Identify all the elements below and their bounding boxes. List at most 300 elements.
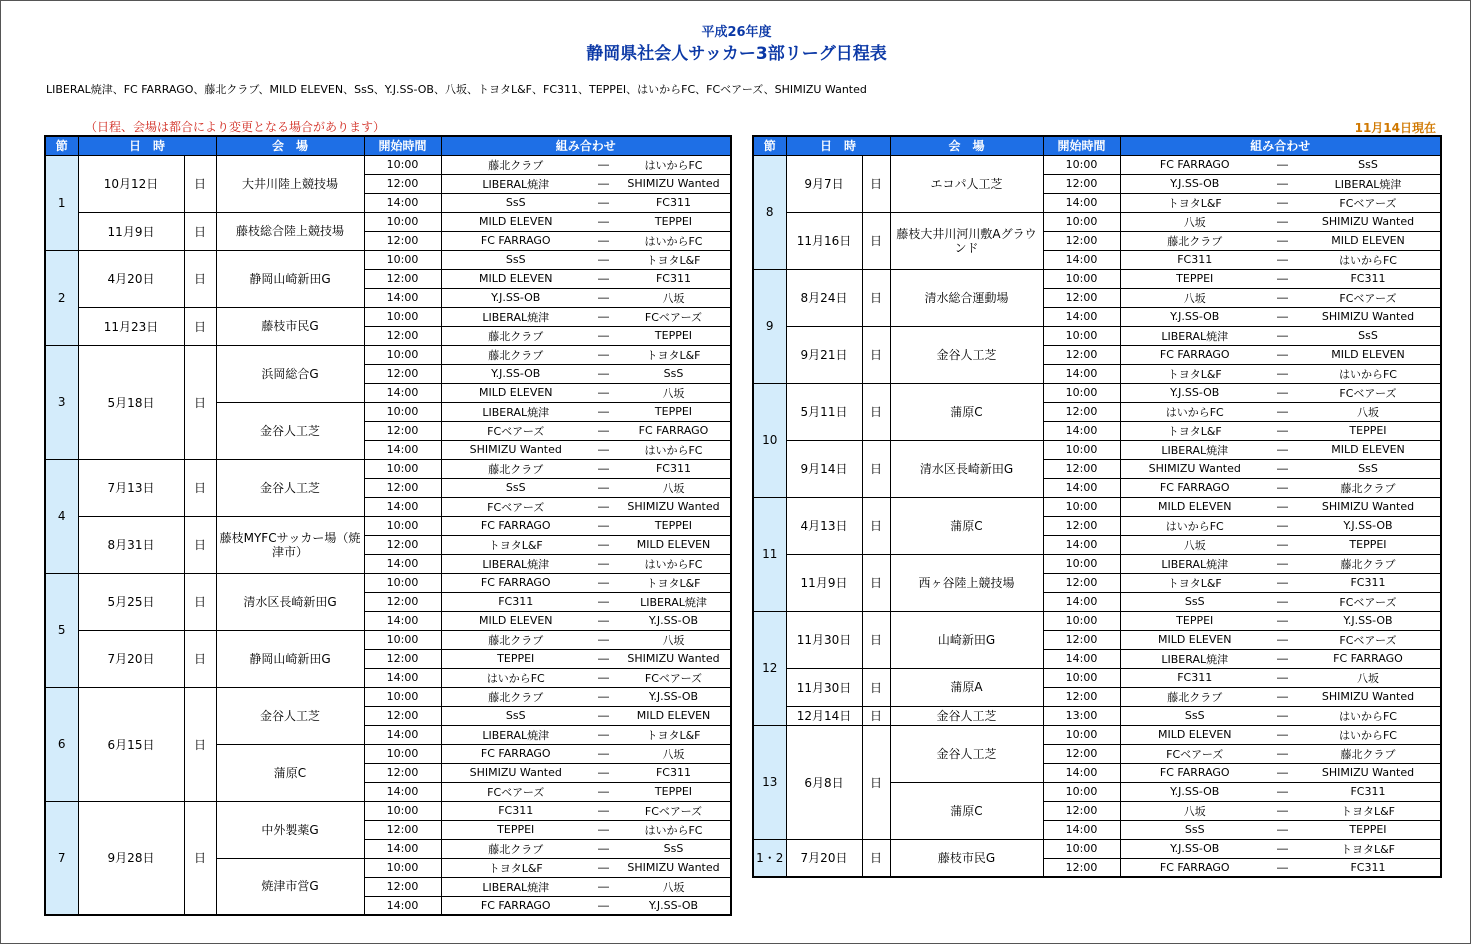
home-team: FC FARRAGO — [1120, 858, 1269, 877]
kickoff-time: 12:00 — [1043, 174, 1120, 193]
away-team: TEPPEI — [617, 516, 731, 535]
col-venue: 会 場 — [890, 136, 1043, 155]
away-team: 八坂 — [617, 744, 731, 763]
away-team: トヨタL&F — [617, 725, 731, 744]
match-weekday: 日 — [184, 459, 216, 516]
home-team: FC FARRAGO — [1120, 155, 1269, 174]
match-date: 7月13日 — [78, 459, 184, 516]
section-number: 11 — [753, 497, 786, 611]
versus-dash: ― — [590, 649, 617, 668]
page-title: 静岡県社会人サッカー3部リーグ日程表 — [586, 44, 887, 64]
kickoff-time: 12:00 — [1043, 573, 1120, 592]
venue-name: 大井川陸上競技場 — [216, 155, 364, 212]
home-team: トヨタL&F — [1120, 573, 1269, 592]
versus-dash: ― — [1269, 440, 1296, 459]
kickoff-time: 10:00 — [1043, 839, 1120, 858]
versus-dash: ― — [590, 307, 617, 326]
section-number: 1・2 — [753, 839, 786, 877]
match-date: 5月18日 — [78, 345, 184, 459]
versus-dash: ― — [590, 839, 617, 858]
kickoff-time: 12:00 — [1043, 516, 1120, 535]
match-row — [753, 839, 1441, 858]
match-date: 7月20日 — [78, 630, 184, 687]
home-team: 藤北クラブ — [441, 630, 590, 649]
as-of-date: 11月14日現在 — [1354, 121, 1436, 135]
col-datetime: 日 時 — [78, 136, 216, 155]
kickoff-time: 12:00 — [364, 763, 441, 782]
col-start-time: 開始時間 — [364, 136, 441, 155]
venue-name: 浜岡総合G — [216, 345, 364, 402]
kickoff-time: 10:00 — [364, 516, 441, 535]
kickoff-time: 12:00 — [1043, 402, 1120, 421]
section-number: 1 — [45, 155, 78, 250]
home-team: FCベアーズ — [1120, 744, 1269, 763]
venue-name: 藤枝大井川河川敷Aグラウンド — [890, 212, 1043, 269]
col-match: 組み合わせ — [1120, 136, 1441, 155]
away-team: FC311 — [617, 763, 731, 782]
home-team: TEPPEI — [441, 649, 590, 668]
match-date: 8月31日 — [78, 516, 184, 573]
versus-dash: ― — [1269, 801, 1296, 820]
versus-dash: ― — [590, 155, 617, 174]
home-team: LIBERAL焼津 — [441, 174, 590, 193]
away-team: はいからFC — [1296, 250, 1441, 269]
kickoff-time: 10:00 — [1043, 611, 1120, 630]
away-team: MILD ELEVEN — [617, 535, 731, 554]
versus-dash: ― — [590, 611, 617, 630]
home-team: 八坂 — [1120, 535, 1269, 554]
versus-dash: ― — [1269, 345, 1296, 364]
kickoff-time: 10:00 — [364, 155, 441, 174]
match-weekday: 日 — [862, 326, 890, 383]
kickoff-time: 12:00 — [364, 478, 441, 497]
versus-dash: ― — [590, 535, 617, 554]
away-team: トヨタL&F — [617, 250, 731, 269]
venue-name: 清水区長崎新田G — [216, 573, 364, 630]
match-row — [45, 307, 731, 326]
match-date: 5月11日 — [786, 383, 862, 440]
versus-dash: ― — [590, 630, 617, 649]
kickoff-time: 10:00 — [1043, 383, 1120, 402]
versus-dash: ― — [590, 421, 617, 440]
table-header-row — [45, 136, 731, 155]
away-team: SHIMIZU Wanted — [617, 858, 731, 877]
away-team: 八坂 — [617, 630, 731, 649]
match-weekday: 日 — [862, 212, 890, 269]
versus-dash: ― — [590, 250, 617, 269]
match-weekday: 日 — [184, 573, 216, 630]
venue-name: 金谷人工芝 — [890, 326, 1043, 383]
kickoff-time: 12:00 — [364, 231, 441, 250]
kickoff-time: 14:00 — [364, 839, 441, 858]
kickoff-time: 14:00 — [364, 896, 441, 915]
home-team: 藤北クラブ — [1120, 687, 1269, 706]
kickoff-time: 10:00 — [1043, 497, 1120, 516]
section-number: 7 — [45, 801, 78, 915]
versus-dash: ― — [590, 383, 617, 402]
versus-dash: ― — [590, 573, 617, 592]
away-team: FC311 — [617, 269, 731, 288]
home-team: FC FARRAGO — [1120, 763, 1269, 782]
away-team: TEPPEI — [1296, 535, 1441, 554]
home-team: FC311 — [441, 592, 590, 611]
home-team: Y.J.SS-OB — [1120, 383, 1269, 402]
home-team: はいからFC — [1120, 402, 1269, 421]
section-number: 10 — [753, 383, 786, 497]
match-weekday: 日 — [184, 212, 216, 250]
home-team: FC FARRAGO — [441, 516, 590, 535]
match-date: 9月21日 — [786, 326, 862, 383]
venue-name: 中外製薬G — [216, 801, 364, 858]
section-number: 6 — [45, 687, 78, 801]
match-date: 8月24日 — [786, 269, 862, 326]
match-date: 7月20日 — [786, 839, 862, 877]
away-team: FC FARRAGO — [617, 421, 731, 440]
kickoff-time: 12:00 — [364, 421, 441, 440]
match-date: 11月30日 — [786, 668, 862, 706]
away-team: 八坂 — [617, 288, 731, 307]
home-team: はいからFC — [1120, 516, 1269, 535]
home-team: SHIMIZU Wanted — [441, 763, 590, 782]
venue-name: 清水区長崎新田G — [890, 440, 1043, 497]
match-date: 4月13日 — [786, 497, 862, 554]
home-team: トヨタL&F — [1120, 193, 1269, 212]
away-team: 藤北クラブ — [1296, 478, 1441, 497]
away-team: FCベアーズ — [1296, 383, 1441, 402]
kickoff-time: 10:00 — [364, 630, 441, 649]
kickoff-time: 10:00 — [364, 744, 441, 763]
away-team: 八坂 — [1296, 402, 1441, 421]
away-team: 藤北クラブ — [1296, 744, 1441, 763]
kickoff-time: 12:00 — [1043, 687, 1120, 706]
versus-dash: ― — [590, 269, 617, 288]
home-team: FCベアーズ — [441, 782, 590, 801]
versus-dash: ― — [1269, 383, 1296, 402]
home-team: はいからFC — [441, 668, 590, 687]
versus-dash: ― — [590, 478, 617, 497]
section-number: 2 — [45, 250, 78, 345]
venue-name: 静岡山崎新田G — [216, 630, 364, 687]
kickoff-time: 12:00 — [364, 592, 441, 611]
kickoff-time: 10:00 — [1043, 554, 1120, 573]
col-section: 節 — [45, 136, 78, 155]
away-team: はいからFC — [617, 554, 731, 573]
match-date: 9月7日 — [786, 155, 862, 212]
kickoff-time: 14:00 — [1043, 478, 1120, 497]
match-row — [753, 155, 1441, 174]
versus-dash: ― — [1269, 307, 1296, 326]
versus-dash: ― — [590, 174, 617, 193]
match-weekday: 日 — [862, 725, 890, 839]
match-row — [45, 516, 731, 535]
away-team: SHIMIZU Wanted — [617, 174, 731, 193]
venue-name: 山崎新田G — [890, 611, 1043, 668]
home-team: LIBERAL焼津 — [441, 877, 590, 896]
match-date: 6月8日 — [786, 725, 862, 839]
home-team: SsS — [1120, 820, 1269, 839]
venue-name: 清水総合運動場 — [890, 269, 1043, 326]
versus-dash: ― — [590, 668, 617, 687]
away-team: 八坂 — [617, 478, 731, 497]
match-date: 11月23日 — [78, 307, 184, 345]
kickoff-time: 14:00 — [1043, 592, 1120, 611]
venue-name: 西ヶ谷陸上競技場 — [890, 554, 1043, 611]
away-team: SHIMIZU Wanted — [1296, 497, 1441, 516]
kickoff-time: 10:00 — [364, 858, 441, 877]
kickoff-time: 10:00 — [1043, 212, 1120, 231]
home-team: SsS — [1120, 592, 1269, 611]
home-team: MILD ELEVEN — [1120, 630, 1269, 649]
away-team: LIBERAL焼津 — [1296, 174, 1441, 193]
kickoff-time: 12:00 — [364, 706, 441, 725]
kickoff-time: 10:00 — [1043, 725, 1120, 744]
home-team: Y.J.SS-OB — [1120, 307, 1269, 326]
versus-dash: ― — [1269, 516, 1296, 535]
kickoff-time: 12:00 — [1043, 459, 1120, 478]
home-team: SHIMIZU Wanted — [441, 440, 590, 459]
kickoff-time: 12:00 — [364, 820, 441, 839]
home-team: SsS — [441, 478, 590, 497]
match-date: 11月30日 — [786, 611, 862, 668]
versus-dash: ― — [590, 459, 617, 478]
home-team: 八坂 — [1120, 212, 1269, 231]
home-team: LIBERAL焼津 — [441, 554, 590, 573]
kickoff-time: 10:00 — [1043, 782, 1120, 801]
match-row — [753, 725, 1441, 744]
home-team: TEPPEI — [441, 820, 590, 839]
away-team: トヨタL&F — [617, 345, 731, 364]
match-date: 5月25日 — [78, 573, 184, 630]
home-team: SsS — [1120, 706, 1269, 725]
versus-dash: ― — [590, 516, 617, 535]
kickoff-time: 12:00 — [364, 649, 441, 668]
col-section: 節 — [753, 136, 786, 155]
versus-dash: ― — [590, 345, 617, 364]
away-team: TEPPEI — [1296, 820, 1441, 839]
venue-name: 藤枝市民G — [216, 307, 364, 345]
versus-dash: ― — [1269, 231, 1296, 250]
match-weekday: 日 — [184, 630, 216, 687]
versus-dash: ― — [1269, 402, 1296, 421]
season-label: 平成26年度 — [701, 25, 772, 40]
section-number: 8 — [753, 155, 786, 269]
match-row — [45, 573, 731, 592]
home-team: MILD ELEVEN — [441, 269, 590, 288]
versus-dash: ― — [1269, 649, 1296, 668]
away-team: SsS — [617, 364, 731, 383]
versus-dash: ― — [1269, 212, 1296, 231]
kickoff-time: 14:00 — [364, 288, 441, 307]
match-row — [45, 345, 731, 364]
venue-name: 藤枝MYFCサッカー場（焼津市） — [216, 516, 364, 573]
away-team: SHIMIZU Wanted — [1296, 212, 1441, 231]
match-weekday: 日 — [862, 611, 890, 668]
match-weekday: 日 — [184, 687, 216, 801]
away-team: SsS — [1296, 155, 1441, 174]
venue-name: 焼津市営G — [216, 858, 364, 915]
versus-dash: ― — [590, 725, 617, 744]
match-row — [45, 801, 731, 820]
match-row — [753, 212, 1441, 231]
away-team: 八坂 — [1296, 668, 1441, 687]
col-datetime: 日 時 — [786, 136, 890, 155]
kickoff-time: 14:00 — [364, 725, 441, 744]
match-row — [45, 459, 731, 478]
kickoff-time: 12:00 — [1043, 231, 1120, 250]
match-weekday: 日 — [862, 554, 890, 611]
col-start-time: 開始時間 — [1043, 136, 1120, 155]
kickoff-time: 10:00 — [1043, 668, 1120, 687]
match-row — [753, 383, 1441, 402]
versus-dash: ― — [1269, 269, 1296, 288]
kickoff-time: 14:00 — [364, 782, 441, 801]
match-row — [45, 212, 731, 231]
match-row — [45, 630, 731, 649]
versus-dash: ― — [590, 326, 617, 345]
kickoff-time: 10:00 — [364, 459, 441, 478]
away-team: FC311 — [1296, 782, 1441, 801]
home-team: MILD ELEVEN — [441, 611, 590, 630]
away-team: SHIMIZU Wanted — [617, 649, 731, 668]
away-team: MILD ELEVEN — [1296, 345, 1441, 364]
home-team: 藤北クラブ — [441, 839, 590, 858]
match-date: 4月20日 — [78, 250, 184, 307]
away-team: TEPPEI — [617, 402, 731, 421]
versus-dash: ― — [590, 820, 617, 839]
kickoff-time: 10:00 — [364, 212, 441, 231]
venue-name: 金谷人工芝 — [216, 687, 364, 744]
home-team: LIBERAL焼津 — [1120, 649, 1269, 668]
versus-dash: ― — [590, 858, 617, 877]
section-number: 3 — [45, 345, 78, 459]
kickoff-time: 10:00 — [364, 402, 441, 421]
away-team: SHIMIZU Wanted — [617, 497, 731, 516]
away-team: SHIMIZU Wanted — [1296, 307, 1441, 326]
match-row — [45, 250, 731, 269]
match-weekday: 日 — [862, 668, 890, 706]
away-team: MILD ELEVEN — [1296, 440, 1441, 459]
match-row — [753, 554, 1441, 573]
away-team: SsS — [617, 839, 731, 858]
home-team: FC FARRAGO — [441, 231, 590, 250]
away-team: SsS — [1296, 459, 1441, 478]
away-team: FCベアーズ — [617, 307, 731, 326]
away-team: Y.J.SS-OB — [617, 611, 731, 630]
away-team: FCベアーズ — [1296, 592, 1441, 611]
versus-dash: ― — [1269, 193, 1296, 212]
match-date: 11月9日 — [786, 554, 862, 611]
kickoff-time: 10:00 — [1043, 440, 1120, 459]
home-team: FC311 — [1120, 250, 1269, 269]
venue-name: 金谷人工芝 — [890, 706, 1043, 725]
versus-dash: ― — [590, 193, 617, 212]
home-team: FC311 — [441, 801, 590, 820]
away-team: トヨタL&F — [1296, 801, 1441, 820]
home-team: LIBERAL焼津 — [1120, 554, 1269, 573]
versus-dash: ― — [1269, 535, 1296, 554]
kickoff-time: 12:00 — [364, 364, 441, 383]
match-date: 11月16日 — [786, 212, 862, 269]
versus-dash: ― — [1269, 459, 1296, 478]
away-team: FCベアーズ — [617, 801, 731, 820]
home-team: LIBERAL焼津 — [441, 307, 590, 326]
home-team: Y.J.SS-OB — [1120, 174, 1269, 193]
away-team: FCベアーズ — [1296, 630, 1441, 649]
match-weekday: 日 — [184, 307, 216, 345]
match-weekday: 日 — [862, 269, 890, 326]
match-date: 6月15日 — [78, 687, 184, 801]
kickoff-time: 10:00 — [364, 573, 441, 592]
home-team: SsS — [441, 706, 590, 725]
away-team: FC311 — [1296, 269, 1441, 288]
versus-dash: ― — [1269, 706, 1296, 725]
venue-name: 蒲原C — [216, 744, 364, 801]
away-team: TEPPEI — [617, 782, 731, 801]
kickoff-time: 12:00 — [1043, 801, 1120, 820]
match-weekday: 日 — [862, 497, 890, 554]
versus-dash: ― — [1269, 687, 1296, 706]
kickoff-time: 10:00 — [1043, 326, 1120, 345]
match-weekday: 日 — [184, 345, 216, 459]
home-team: MILD ELEVEN — [441, 212, 590, 231]
away-team: はいからFC — [617, 231, 731, 250]
home-team: Y.J.SS-OB — [1120, 839, 1269, 858]
home-team: FC311 — [1120, 668, 1269, 687]
home-team: トヨタL&F — [441, 535, 590, 554]
home-team: TEPPEI — [1120, 269, 1269, 288]
kickoff-time: 14:00 — [1043, 364, 1120, 383]
home-team: FC FARRAGO — [441, 744, 590, 763]
away-team: LIBERAL焼津 — [617, 592, 731, 611]
away-team: SHIMIZU Wanted — [1296, 687, 1441, 706]
versus-dash: ― — [590, 440, 617, 459]
away-team: 藤北クラブ — [1296, 554, 1441, 573]
away-team: 八坂 — [617, 877, 731, 896]
home-team: 藤北クラブ — [441, 687, 590, 706]
versus-dash: ― — [1269, 421, 1296, 440]
venue-name: 藤枝市民G — [890, 839, 1043, 877]
home-team: トヨタL&F — [441, 858, 590, 877]
away-team: はいからFC — [1296, 364, 1441, 383]
kickoff-time: 10:00 — [364, 345, 441, 364]
match-row — [753, 440, 1441, 459]
kickoff-time: 12:00 — [364, 326, 441, 345]
match-weekday: 日 — [184, 801, 216, 915]
home-team: Y.J.SS-OB — [441, 364, 590, 383]
away-team: 八坂 — [617, 383, 731, 402]
kickoff-time: 12:00 — [1043, 288, 1120, 307]
versus-dash: ― — [590, 288, 617, 307]
versus-dash: ― — [590, 364, 617, 383]
versus-dash: ― — [1269, 782, 1296, 801]
away-team: はいからFC — [1296, 706, 1441, 725]
col-venue: 会 場 — [216, 136, 364, 155]
kickoff-time: 12:00 — [364, 535, 441, 554]
away-team: はいからFC — [617, 155, 731, 174]
match-row — [753, 269, 1441, 288]
match-row — [45, 155, 731, 174]
kickoff-time: 14:00 — [364, 668, 441, 687]
kickoff-time: 14:00 — [364, 383, 441, 402]
versus-dash: ― — [1269, 478, 1296, 497]
home-team: MILD ELEVEN — [1120, 497, 1269, 516]
match-weekday: 日 — [862, 440, 890, 497]
kickoff-time: 14:00 — [1043, 250, 1120, 269]
venue-name: 金谷人工芝 — [890, 725, 1043, 782]
venue-name: 蒲原C — [890, 383, 1043, 440]
home-team: TEPPEI — [1120, 611, 1269, 630]
away-team: はいからFC — [617, 440, 731, 459]
